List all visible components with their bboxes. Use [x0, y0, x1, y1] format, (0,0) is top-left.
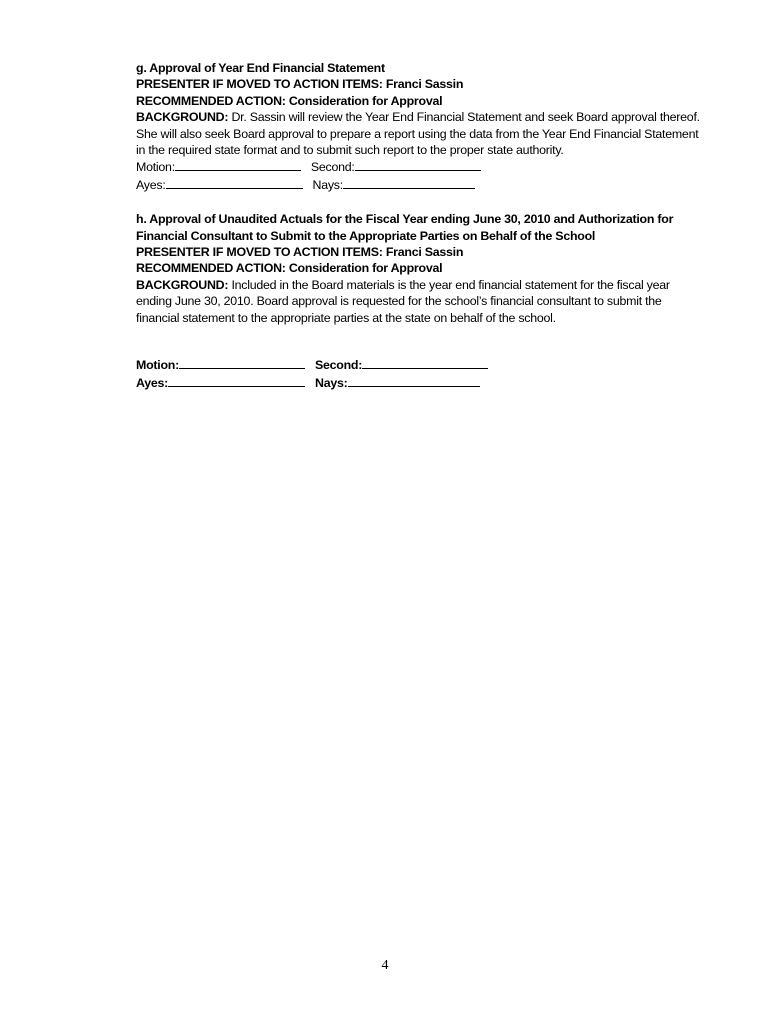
second-blank — [362, 356, 488, 369]
section-h-presenter: PRESENTER IF MOVED TO ACTION ITEMS: Franci Sassin — [136, 245, 464, 260]
section-h-recommended-action: RECOMMENDED ACTION: Consideration for Approval — [136, 261, 443, 276]
page-number: 4 — [381, 958, 389, 973]
motion-blank — [175, 158, 301, 171]
second-blank — [355, 158, 481, 171]
document-page — [136, 60, 700, 391]
ayes-blank — [166, 176, 303, 189]
section-g-votes-row — [136, 176, 696, 193]
section-g-background-line-2: She will also seek Board approval to prepare a report using the data from the Year End Financial Statement — [136, 126, 699, 141]
ayes-label: Ayes: — [136, 375, 169, 390]
nays-label: Nays: — [312, 177, 343, 192]
section-h-signature-block — [136, 356, 696, 391]
section-g-background-line-1 — [136, 109, 700, 125]
section-g-recommended-action: RECOMMENDED ACTION: Consideration for Approval — [136, 93, 443, 108]
second-label: Second: — [314, 358, 363, 373]
ayes-label: Ayes: — [136, 177, 166, 192]
section-g-title: g. Approval of Year End Financial Statement — [136, 61, 385, 75]
section-h-votes-row — [136, 374, 696, 391]
section-g — [136, 60, 700, 193]
section-g-motion-row — [136, 158, 696, 175]
section-h — [136, 211, 696, 391]
section-h-title-line-2: Financial Consultant to Submit to the Appropriate Parties on Behalf of the School — [136, 228, 596, 243]
background-text: Dr. Sassin will review the Year End Financial Statement and seek Board approval thereof. — [228, 110, 700, 125]
background-text: Included in the Board materials is the year end financial statement for the fiscal year — [228, 277, 670, 292]
section-g-background-line-3: in the required state format and to submit such report to the proper state authority. — [136, 143, 564, 158]
nays-label: Nays: — [315, 375, 348, 390]
background-label: BACKGROUND: — [136, 277, 229, 292]
section-h-background-line-2: ending June 30, 2010. Board approval is requested for the school’s financial consultant to submit the — [136, 294, 662, 309]
second-label: Second: — [310, 160, 355, 175]
motion-label: Motion: — [136, 160, 175, 175]
section-h-background-line-3: financial statement to the appropriate parties at the state on behalf of the school. — [136, 310, 556, 325]
background-label: BACKGROUND: — [136, 110, 229, 125]
section-h-motion-row — [136, 356, 696, 373]
ayes-blank — [168, 374, 305, 387]
nays-blank — [343, 176, 475, 189]
motion-label: Motion: — [136, 358, 179, 373]
nays-blank — [348, 374, 480, 387]
section-g-presenter: PRESENTER IF MOVED TO ACTION ITEMS: Franci Sassin — [136, 77, 464, 92]
section-h-background-line-1 — [136, 277, 696, 293]
section-h-title-line-1: h. Approval of Unaudited Actuals for the Fiscal Year ending June 30, 2010 and Authorization for — [136, 212, 674, 227]
motion-blank — [179, 356, 305, 369]
